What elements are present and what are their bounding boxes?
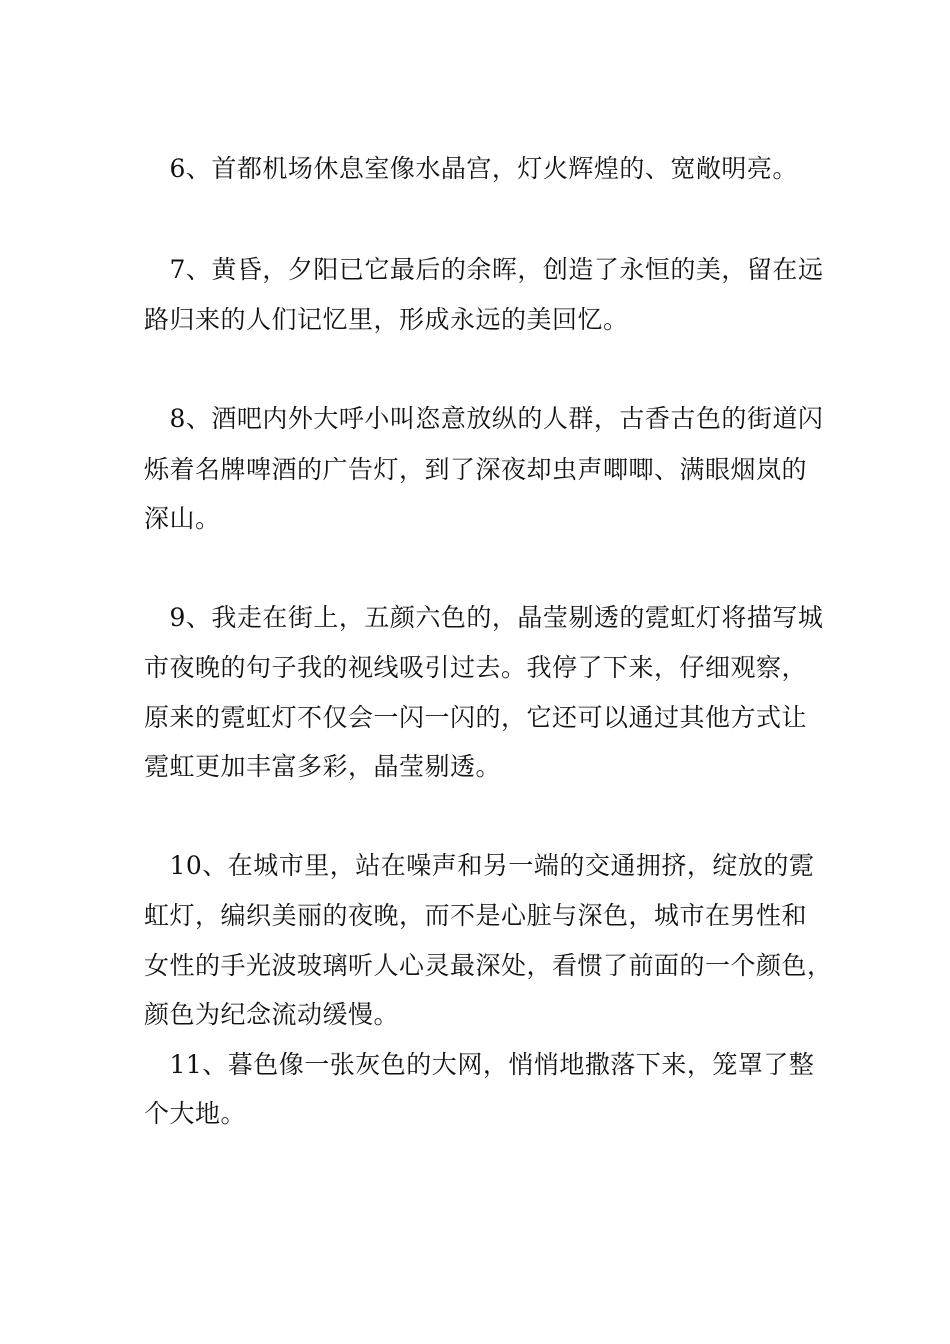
- paragraph-10-line-3: 女性的手光波玻璃听人心灵最深处，看惯了前面的一个颜色，: [144, 951, 833, 980]
- paragraph-9-line-3: 原来的霓虹灯不仅会一闪一闪的，它还可以通过其他方式让: [144, 703, 808, 732]
- paragraph-7-line-1: 7、黄昏，夕阳已它最后的余晖，创造了永恒的美，留在远: [144, 255, 824, 284]
- paragraph-7-line-2: 路归来的人们记忆里，形成永远的美回忆。: [144, 305, 629, 334]
- paragraph-8-line-2: 烁着名牌啤酒的广告灯，到了深夜却虫声唧唧、满眼烟岚的: [144, 455, 808, 484]
- paragraph-8-line-1: 8、酒吧内外大呼小叫恣意放纵的人群，古香古色的街道闪: [144, 404, 824, 433]
- paragraph-10-line-2: 虹灯，编织美丽的夜晚，而不是心脏与深色，城市在男性和: [144, 901, 808, 930]
- paragraph-10-line-1: 10、在城市里，站在噪声和另一端的交通拥挤，绽放的霓: [144, 851, 815, 880]
- paragraph-9-line-2: 市夜晚的句子我的视线吸引过去。我停了下来，仔细观察，: [144, 653, 808, 682]
- paragraph-8-line-3: 深山。: [144, 504, 221, 533]
- paragraph-11-line-2: 个大地。: [144, 1099, 247, 1128]
- paragraph-9-line-1: 9、我走在街上，五颜六色的，晶莹剔透的霓虹灯将描写城: [144, 603, 824, 632]
- paragraph-9-line-4: 霓虹更加丰富多彩，晶莹剔透。: [144, 752, 502, 781]
- paragraph-6-line-1: 6、首都机场休息室像水晶宫，灯火辉煌的、宽敞明亮。: [144, 154, 798, 183]
- paragraph-10-line-4: 颜色为纪念流动缓慢。: [144, 1000, 400, 1029]
- paragraph-11-line-1: 11、暮色像一张灰色的大网，悄悄地撒落下来，笼罩了整: [144, 1050, 815, 1079]
